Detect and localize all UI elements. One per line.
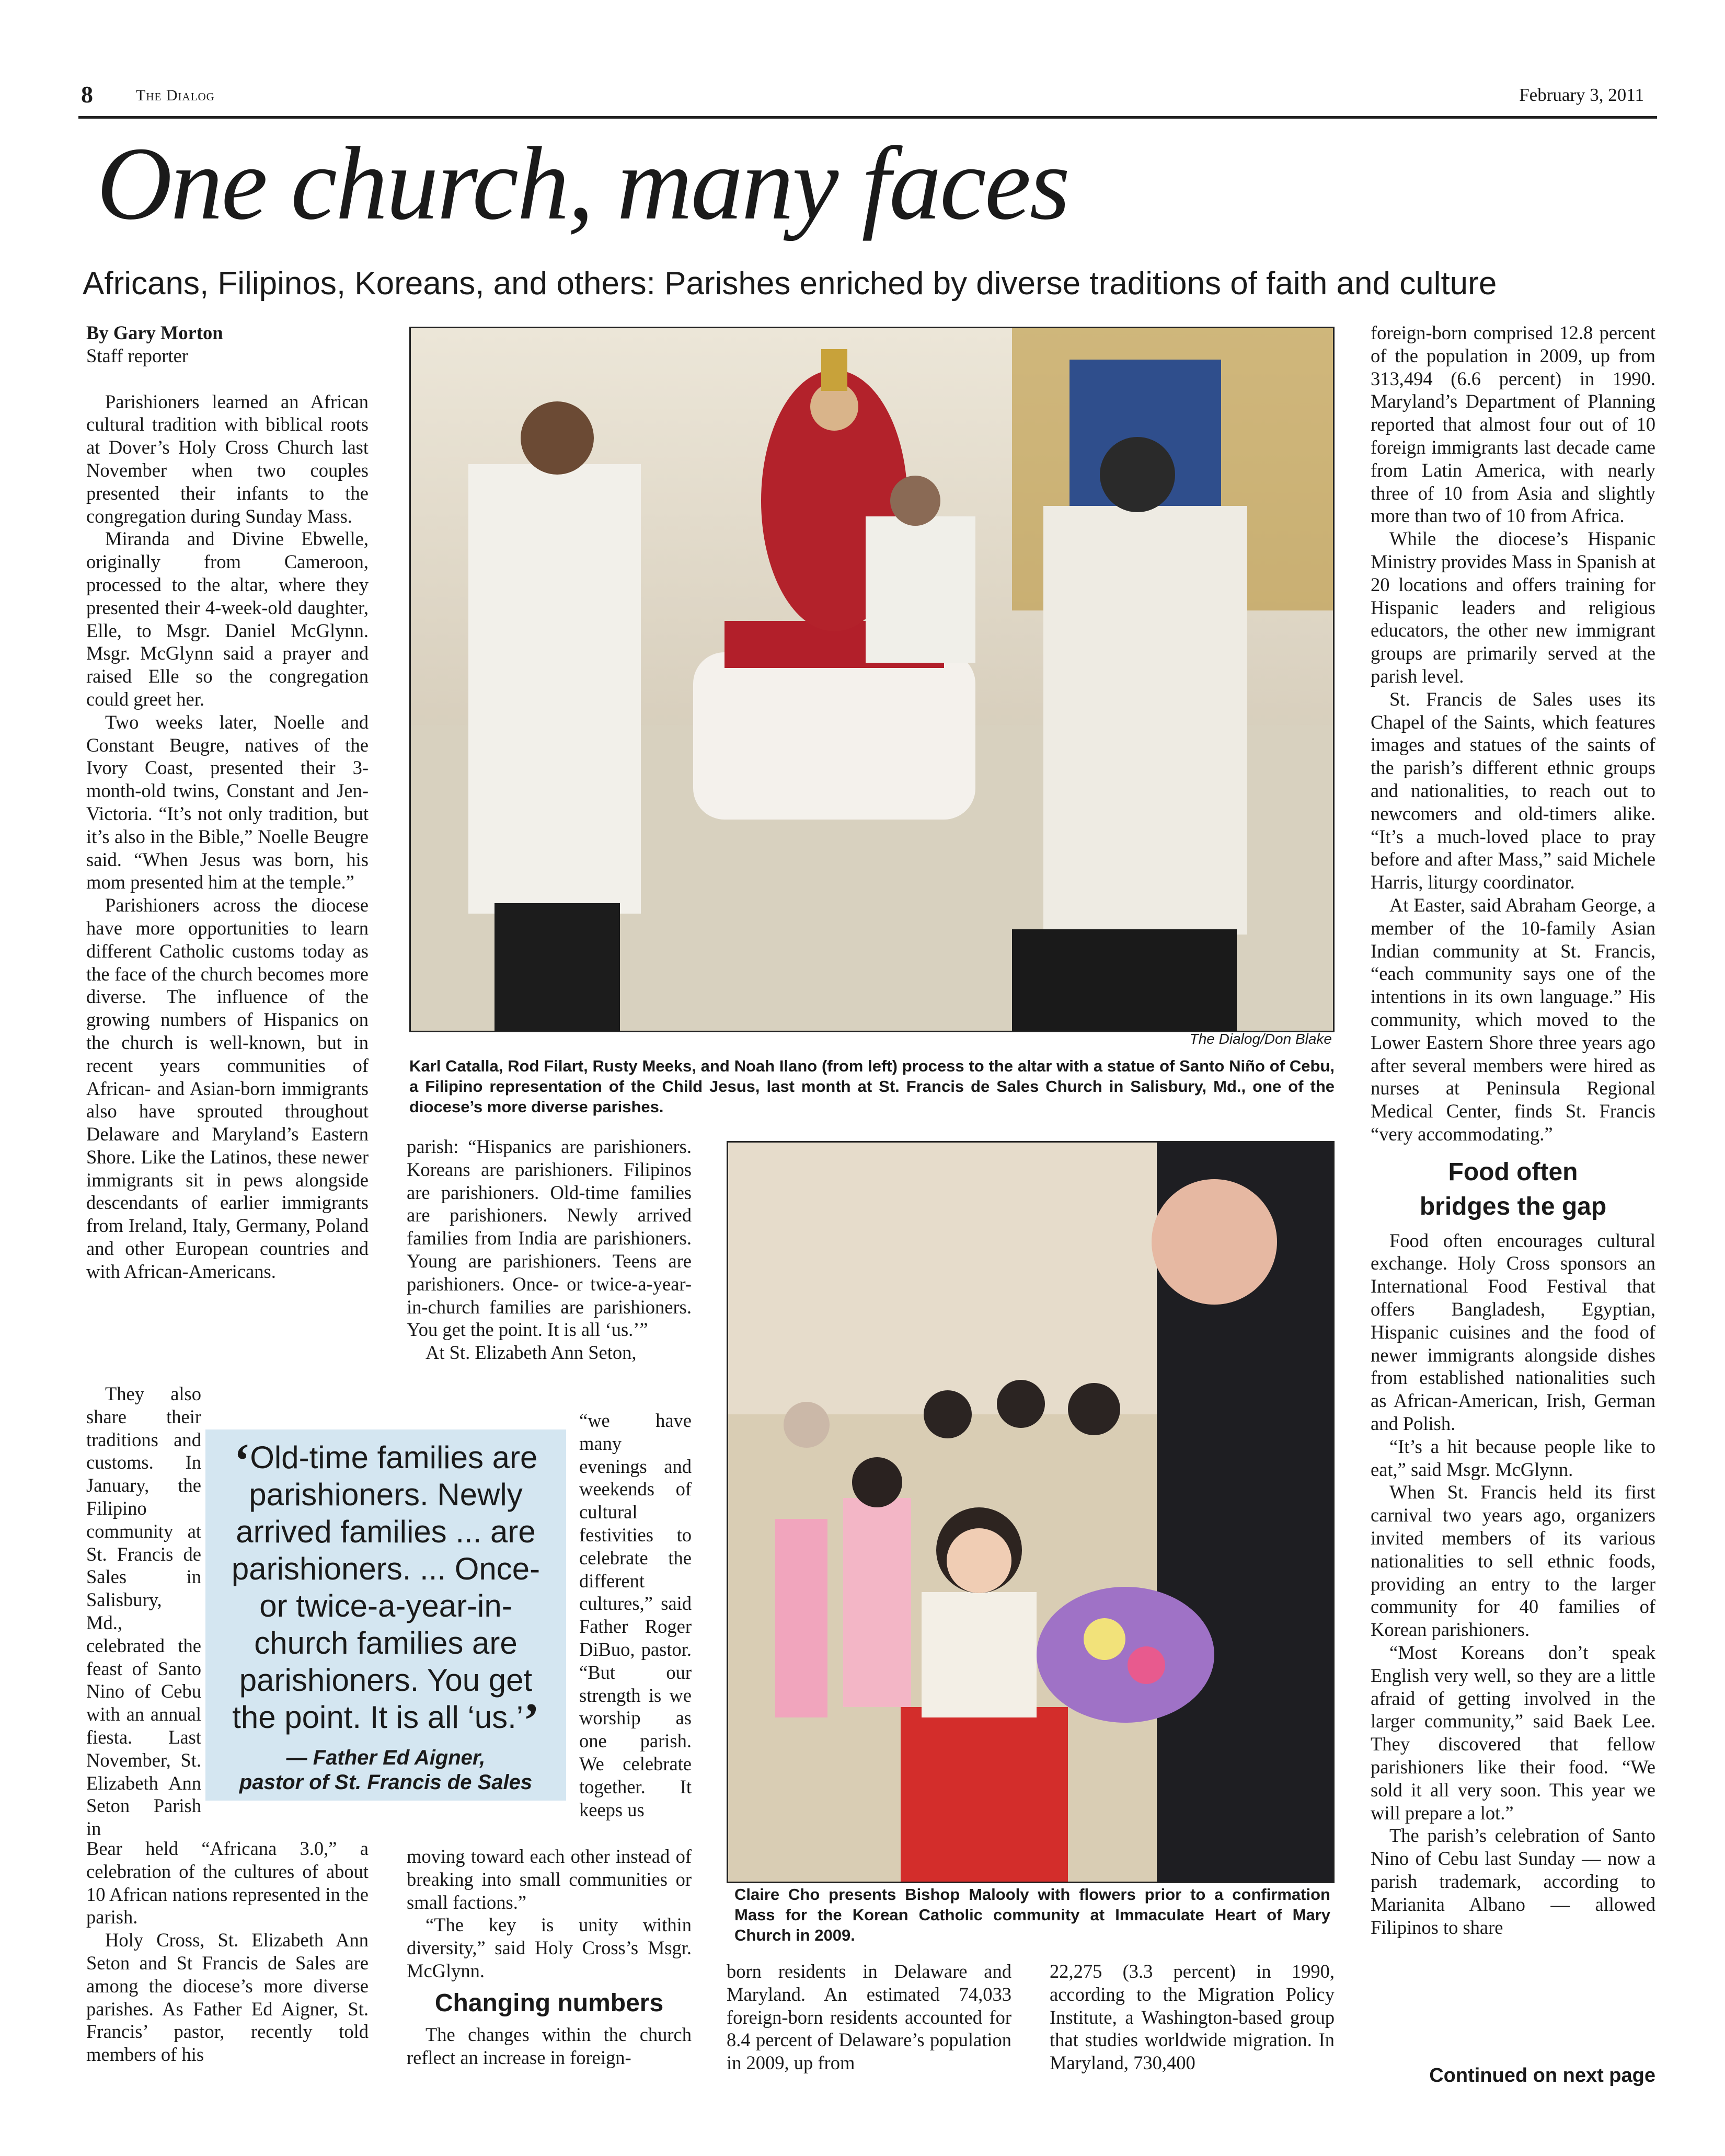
paragraph: While the diocese’s Hispanic Ministry provides Mass in Spanish at 20 locations and offers training for Hispanic leaders and religious educators, the other new immigrant groups are primarily served at the parish level. [1371, 528, 1655, 687]
header-rule [78, 116, 1657, 119]
section-heading-line: Food often [1448, 1158, 1578, 1186]
procession-image [411, 328, 1333, 1031]
column-2-top [407, 1135, 692, 1364]
paragraph: Food often encourages cultural exchange. Holy Cross sponsors an International Food Festival that offers Bangladesh, Egyptian, Hispanic cuisines and the food of newer immigrants alongside dishes from established nationalities such as African-American, Irish, German and Polish. [1371, 1229, 1655, 1435]
paragraph: St. Francis de Sales uses its Chapel of the Saints, which features images and statues of the saints of the parish’s different ethnic groups and nationalities, to reach out to newcomers and old-timers alike. “It’s a much-loved place to pray before and after Mass,” said Michele Harris, liturgy coordinator. [1371, 688, 1655, 893]
headline: One church, many faces [97, 126, 1069, 241]
column-3 [727, 1960, 1011, 2074]
byline-author: By Gary Morton [86, 322, 223, 343]
paragraph: parish: “Hispanics are parishioners. Koreans are parishioners. Filipinos are parishioners. Old-time families are parishioners. Newly arrived families from India are parishioners. Young are parishioners. Teens are parishioners. Once- or twice-a-year-in-church families are parishioners. You get the point. It is all ‘us.’” [407, 1136, 692, 1341]
column-1-bottom [86, 1837, 369, 2066]
paragraph: moving toward each other instead of breaking into small communities or small factions.” [407, 1846, 692, 1913]
publication-name: The Dialog [136, 87, 215, 104]
paragraph: 22,275 (3.3 percent) in 1990, according to the Migration Policy Institute, a Washington-based group that studies worldwide migration. In Maryland, 730,400 [1050, 1961, 1335, 2074]
running-header [78, 78, 1647, 120]
paragraph: The parish’s celebration of Santo Nino of Cebu last Sunday — now a parish trademark, according to Marianita Albano — allowed Filipinos to share [1371, 1825, 1655, 1938]
paragraph: Two weeks later, Noelle and Constant Beugre, natives of the Ivory Coast, presented their 3-month-old twins, Constant and Jen-Victoria. “It’s not only tradition, but it’s also in the Bible,” Noelle Beugre said. “When Jesus was born, his mom presented him at the temple.” [86, 711, 369, 893]
column-5 [1371, 321, 1655, 1939]
paragraph: At Easter, said Abraham George, a member of the 10-family Asian Indian community at St. Francis, “each community says one of the intentions in its own language.” His community, which moved to the Lower Eastern Shore three years ago after several members were hired as nurses at Peninsula Regional Medical Center, finds St. Francis “very accommodating.” [1371, 894, 1655, 1145]
photo-korean-confirmation [727, 1141, 1335, 1883]
column-4 [1050, 1960, 1335, 2074]
pull-quote-body: Old-time families are parishioners. Newly arrived families ... are parishioners. ... Once- or twice-a-year-in-church families are parishioners. You get the point. It is all ‘us.’ [231, 1440, 540, 1735]
continued-on-next-page: Continued on next page [1429, 2065, 1655, 2086]
issue-date: February 3, 2011 [1519, 85, 1644, 105]
paragraph: Parishioners learned an African cultural tradition with biblical roots at Dover’s Holy Cross Church last November when two couples presented their infants to the congregation during Sunday Mass. [86, 390, 369, 527]
column-1-top [86, 321, 369, 1283]
section-heading-line: bridges the gap [1419, 1192, 1607, 1220]
paragraph: The changes within the church reflect an increase in foreign- [407, 2023, 692, 2068]
pull-quote [205, 1429, 566, 1801]
paragraph: At St. Elizabeth Ann Seton, [426, 1342, 637, 1364]
open-quote-mark: ‘ [234, 1434, 250, 1487]
column-2-bottom [407, 1845, 692, 2069]
paragraph: “we have many evenings and weekends of cultural festivities to celebrate the different cultures,” said Father Roger DiBuo, pastor. “But our strength is we worship as one parish. We celebrate together. It keeps us [579, 1410, 692, 1820]
confirmation-image [728, 1143, 1333, 1882]
paragraph: “Most Koreans don’t speak English very well, so they are a little afraid of getting involved in the larger community,” said Baek Lee. They discovered that fellow parishioners like their food. “We sold it all very soon. This year we will prepare a lot.” [1371, 1642, 1655, 1824]
paragraph: foreign-born comprised 12.8 percent of the population in 2009, up from 313,494 (6.6 percent) in 1990. Maryland’s Department of Planning reported that almost four out of 10 foreign immigrants last decade came from Latin America, with nearly three of 10 from Asia and slightly more than two of 10 from Africa. [1371, 322, 1655, 527]
section-heading [1371, 1155, 1655, 1224]
paragraph: “The key is unity within diversity,” said Holy Cross’s Msgr. McGlynn. [407, 1914, 692, 1981]
paragraph: When St. Francis held its first carnival two years ago, organizers invited members of its various nationalities to sell ethnic foods, providing an entry to the larger community for 40 families of Korean parishioners. [1371, 1481, 1655, 1641]
page-number: 8 [81, 81, 93, 108]
pull-quote-text [215, 1434, 557, 1747]
column-2-wrap [579, 1409, 692, 1821]
section-heading: Changing numbers [434, 1989, 664, 2017]
paragraph: “It’s a hit because people like to eat,” said Msgr. McGlynn. [1371, 1435, 1655, 1480]
close-quote-mark: ’ [523, 1693, 539, 1747]
photo-credit: The Dialog/Don Blake [1189, 1031, 1332, 1047]
paragraph: born residents in Delaware and Maryland. An estimated 74,033 foreign-born residents accounted for 8.4 percent of Delaware’s population in 2009, up from [727, 1961, 1011, 2074]
photo-caption: Karl Catalla, Rod Filart, Rusty Meeks, and Noah Ilano (from left) process to the altar with a statue of Santo Niño of Cebu, a Filipino representation of the Child Jesus, last month at St. Francis de Sales Church in Salisbury, Md., one of the diocese’s more diverse parishes. [409, 1057, 1335, 1116]
photo-caption: Claire Cho presents Bishop Malooly with flowers prior to a confirmation Mass for the Korean Catholic community at Immaculate Heart of Mary Church in 2009. [734, 1885, 1330, 1944]
paragraph: Holy Cross, St. Elizabeth Ann Seton and St Francis de Sales are among the diocese’s more diverse parishes. As Father Ed Aigner, St. Francis’ pastor, recently told members of his [86, 1929, 369, 2066]
paragraph: Parishioners across the diocese have more opportunities to learn different Catholic customs today as the face of the church becomes more diverse. The influence of the growing numbers of Hispanics on the church is well-known, but in recent years communities of African- and Asian-born immigrants also have sprouted throughout Delaware and Maryland’s Eastern Shore. Like the Latinos, these newer immigrants sit in pews alongside descendants of earlier immigrants from Ireland, Italy, Germany, Poland and other European countries and with African-Americans. [86, 894, 369, 1282]
photo-santo-nino-procession [409, 327, 1335, 1032]
paragraph: They also share their traditions and customs. In January, the Filipino community at St. Francis de Sales in Salisbury, Md., celebrated the feast of Santo Nino of Cebu with an annual fiesta. Last November, St. Elizabeth Ann Seton Parish in [86, 1383, 201, 1840]
byline-role: Staff reporter [86, 344, 188, 366]
column-1-wrap [86, 1382, 201, 1840]
paragraph: Miranda and Divine Ebwelle, originally from Cameroon, processed to the altar, where they presented their 4-week-old daughter, Elle, to Msgr. Daniel McGlynn. Msgr. McGlynn said a prayer and raised Elle so the congregation could greet her. [86, 528, 369, 710]
paragraph: Bear held “Africana 3.0,” a celebration of the cultures of about 10 African nations represented in the parish. [86, 1838, 369, 1928]
pull-quote-attribution-title: pastor of St. Francis de Sales [239, 1771, 533, 1794]
subheadline: Africans, Filipinos, Koreans, and others: Parishes enriched by diverse traditions of faith and culture [83, 266, 1497, 302]
pull-quote-attribution-name: — Father Ed Aigner, [286, 1746, 486, 1769]
